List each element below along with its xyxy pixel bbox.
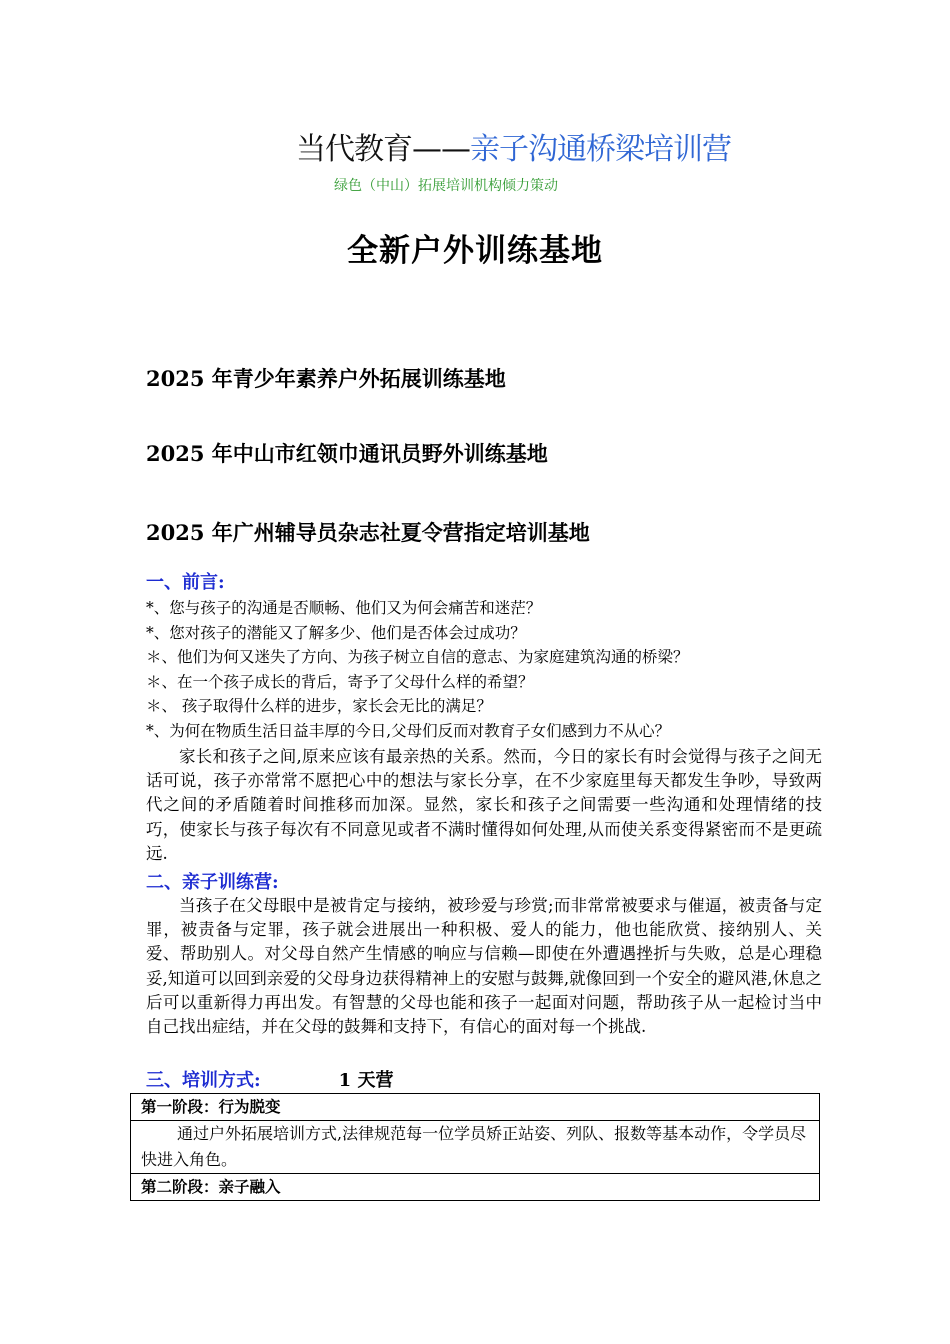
- document-title: [296, 130, 731, 170]
- question-item: ＊、 孩子取得什么样的进步，家长会无比的满足？: [146, 697, 492, 715]
- table-row: [131, 1094, 820, 1121]
- main-title: 全新户外训练基地: [347, 233, 603, 269]
- table-row: [131, 1174, 820, 1201]
- stage-2-title: 第二阶段：亲子融入: [131, 1174, 820, 1201]
- question-item: ＊、他们为何又迷失了方向、为孩子树立自信的意志、为家庭建筑沟通的桥梁？: [146, 648, 689, 666]
- question-item: ＊、在一个孩子成长的背后，寄予了父母什么样的希望？: [146, 672, 534, 691]
- base-line-2: 2025 年中山市红领巾通讯员野外训练基地: [146, 441, 548, 466]
- stage-1-body: 通过户外拓展培训方式,法律规范每一位学员矫正站姿、列队、报数等基本动作，令学员尽快进入角色。: [131, 1121, 820, 1174]
- section-heading-camp: 二、亲子训练营:: [146, 872, 279, 893]
- table-row: [131, 1121, 820, 1174]
- question-item: *、您与孩子的沟通是否顺畅、他们又为何会痛苦和迷茫？: [146, 599, 542, 617]
- title-part-main: 当代教育——: [296, 132, 470, 167]
- question-item: *、为何在物质生活日益丰厚的今日,父母们反而对教育子女们感到力不从心？: [146, 721, 671, 740]
- question-item: *、您对孩子的潜能又了解多少、他们是否体会过成功？: [146, 623, 526, 642]
- camp-paragraph: 当孩子在父母眼中是被肯定与接纳，被珍爱与珍赏;而非常常被要求与催逼，被责备与定罪，被责备与定罪，孩子就会进展出一种积极、爱人的能力，他也能欣赏、接纳别人、关爱、帮助别人。对父母自然产生情感的响应与信赖—即使在外遭遇挫折与失败，总是心理稳妥,知道可以回到亲爱的父母身边获得精神上的安慰与鼓舞,就像回到一个安全的避风港,休息之后可以重新得力再出发。有智慧的父母也能和孩子一起面对问题，帮助孩子从一起检讨当中自己找出症结，并在父母的鼓舞和支持下，有信心的面对每一个挑战.: [146, 896, 822, 1037]
- section-heading-method: [146, 1069, 393, 1093]
- base-line-1: 2025 年青少年素养户外拓展训练基地: [146, 366, 506, 391]
- method-duration: 1 天营: [338, 1070, 394, 1091]
- stage-1-title: 第一阶段：行为脱变: [131, 1094, 820, 1121]
- title-part-accent: 亲子沟通桥梁培训营: [470, 132, 731, 167]
- training-stages-table: [130, 1093, 820, 1201]
- base-line-3: 2025 年广州辅导员杂志社夏令营指定培训基地: [146, 520, 590, 545]
- method-heading-label: 三、培训方式:: [146, 1070, 261, 1091]
- question-list: [146, 596, 826, 743]
- section-heading-preface: 一、前言:: [146, 572, 225, 593]
- organizer-subtitle: 绿色（中山）拓展培训机构倾力策动: [334, 178, 558, 194]
- preface-paragraph: 家长和孩子之间,原来应该有最亲热的关系。然而，今日的家长有时会觉得与孩子之间无话可说，孩子亦常常不愿把心中的想法与家长分享，在不少家庭里每天都发生争吵，导致两代之间的矛盾随着时间推移而加深。显然，家长和孩子之间需要一些沟通和处理情绪的技巧，使家长与孩子每次有不同意见或者不满时懂得如何处理,从而使关系变得紧密而不是更疏远.: [146, 747, 822, 863]
